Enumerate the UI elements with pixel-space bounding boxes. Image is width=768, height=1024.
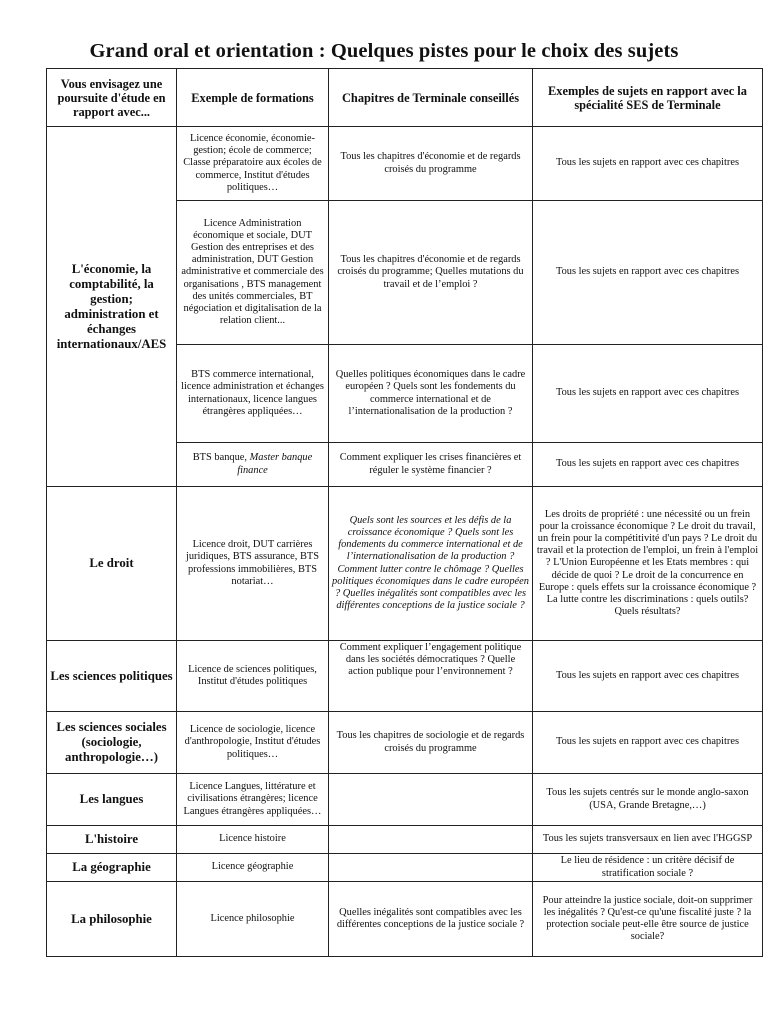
sujets-cell: Les droits de propriété : une nécessité ou un frein pour la croissance économique ? Le droit du travail, un frein pour la compétitivité d'un pays ? Le droit du travail et la protection de l'emploi, un frein à l'emploi ? L'Union Européenne et les Etats membres : qui décide de quoi ? Le droit de la concurrence en Europe : quels effets sur la croissance économique ? La lutte contre les discriminations : quels outils? Quels résultats? (533, 487, 763, 641)
formations-cell: Licence de sociologie, licence d'anthropologie, Institut d'études politiques… (177, 712, 329, 774)
header-sujets: Exemples de sujets en rapport avec la spécialité SES de Terminale (533, 69, 763, 127)
category-histoire: L'histoire (47, 826, 177, 854)
header-poursuite: Vous envisagez une poursuite d'étude en rapport avec... (47, 69, 177, 127)
chapitres-cell (329, 774, 533, 826)
chapitres-cell: Quelles inégalités sont compatibles avec les différentes conceptions de la justice sociale ? (329, 882, 533, 957)
table-row (47, 127, 763, 201)
chapitres-cell: Tous les chapitres d'économie et de regards croisés du programme (329, 127, 533, 201)
category-geographie: La géographie (47, 854, 177, 882)
formations-prefix: BTS banque, (192, 452, 250, 464)
formations-cell: BTS commerce international, licence administration et échanges internationaux, licence langues étrangères appliquées… (177, 345, 329, 443)
chapitres-cell: Tous les chapitres d'économie et de regards croisés du programme; Quelles mutations du travail et de l’emploi ? (329, 201, 533, 345)
formations-cell: Licence Langues, littérature et civilisations étrangères; licence Langues étrangères appliquées… (177, 774, 329, 826)
category-sciences-politiques: Les sciences politiques (47, 641, 177, 712)
table-row (47, 826, 763, 854)
orientation-table (46, 68, 763, 957)
formations-cell: Licence droit, DUT carrières juridiques, BTS assurance, BTS professions immobilières, BTS notariat… (177, 487, 329, 641)
formations-cell: Licence Administration économique et sociale, DUT Gestion des entreprises et des administration, DUT Gestion administrative et commerciale des organisations , BTS management des unités commerciales, BT négociation et digitalisation de la relation client... (177, 201, 329, 345)
formations-cell: Licence de sciences politiques, Institut d'études politiques (177, 641, 329, 712)
category-philosophie: La philosophie (47, 882, 177, 957)
sujets-cell: Tous les sujets en rapport avec ces chapitres (533, 345, 763, 443)
table-row (47, 641, 763, 712)
chapitres-cell: Comment expliquer les crises financières et réguler le système financier ? (329, 443, 533, 487)
sujets-cell: Tous les sujets en rapport avec ces chapitres (533, 201, 763, 345)
chapitres-cell: Quelles politiques économiques dans le cadre européen ? Quels sont les fondements du commerce international et de l’internationalisation de la production ? (329, 345, 533, 443)
category-sciences-sociales: Les sciences sociales (sociologie, anthropologie…) (47, 712, 177, 774)
sujets-cell: Tous les sujets en rapport avec ces chapitres (533, 641, 763, 712)
formations-cell (177, 443, 329, 487)
table-row (47, 712, 763, 774)
formations-cell: Licence histoire (177, 826, 329, 854)
sujets-cell: Tous les sujets en rapport avec ces chapitres (533, 127, 763, 201)
sujets-cell: Tous les sujets centrés sur le monde anglo-saxon (USA, Grande Bretagne,…) (533, 774, 763, 826)
table-row (47, 487, 763, 641)
formations-cell: Licence philosophie (177, 882, 329, 957)
table-row (47, 854, 763, 882)
sujets-cell: Tous les sujets en rapport avec ces chapitres (533, 443, 763, 487)
table-row (47, 774, 763, 826)
table-row (47, 882, 763, 957)
category-langues: Les langues (47, 774, 177, 826)
header-formations: Exemple de formations (177, 69, 329, 127)
sujets-cell: Tous les sujets en rapport avec ces chapitres (533, 712, 763, 774)
sujets-cell: Pour atteindre la justice sociale, doit-on supprimer les inégalités ? Qu'est-ce qu'une fiscalité juste ? la protection sociale peut-elle être source de justice sociale? (533, 882, 763, 957)
chapitres-cell: Quels sont les sources et les défis de la croissance économique ? Quels sont les fondements du commerce international et de l’internationalisation de la production ? Comment lutter contre le chômage ? Quelles politiques économiques dans le cadre européen ? Quelles inégalités sont compatibles avec les différentes conceptions de la justice sociale ? (329, 487, 533, 641)
formations-cell: Licence géographie (177, 854, 329, 882)
header-row (47, 69, 763, 127)
page-title: Grand oral et orientation : Quelques pistes pour le choix des sujets (89, 40, 679, 62)
sujets-cell: Tous les sujets transversaux en lien avec l'HGGSP (533, 826, 763, 854)
chapitres-cell: Comment expliquer l’engagement politique dans les sociétés démocratiques ? Quelle action publique pour l’environnement ? (329, 641, 533, 712)
header-chapitres: Chapitres de Terminale conseillés (329, 69, 533, 127)
sujets-cell: Le lieu de résidence : un critère décisif de stratification sociale ? (533, 854, 763, 882)
formations-italic: Master banque finance (237, 452, 313, 476)
chapitres-cell: Tous les chapitres de sociologie et de regards croisés du programme (329, 712, 533, 774)
formations-cell: Licence économie, économie-gestion; école de commerce; Classe préparatoire aux écoles de commerce, Institut d'études politiques… (177, 127, 329, 201)
chapitres-cell (329, 854, 533, 882)
category-economie: L'économie, la comptabilité, la gestion; administration et échanges internationaux/AES (47, 127, 177, 487)
chapitres-cell (329, 826, 533, 854)
category-droit: Le droit (47, 487, 177, 641)
